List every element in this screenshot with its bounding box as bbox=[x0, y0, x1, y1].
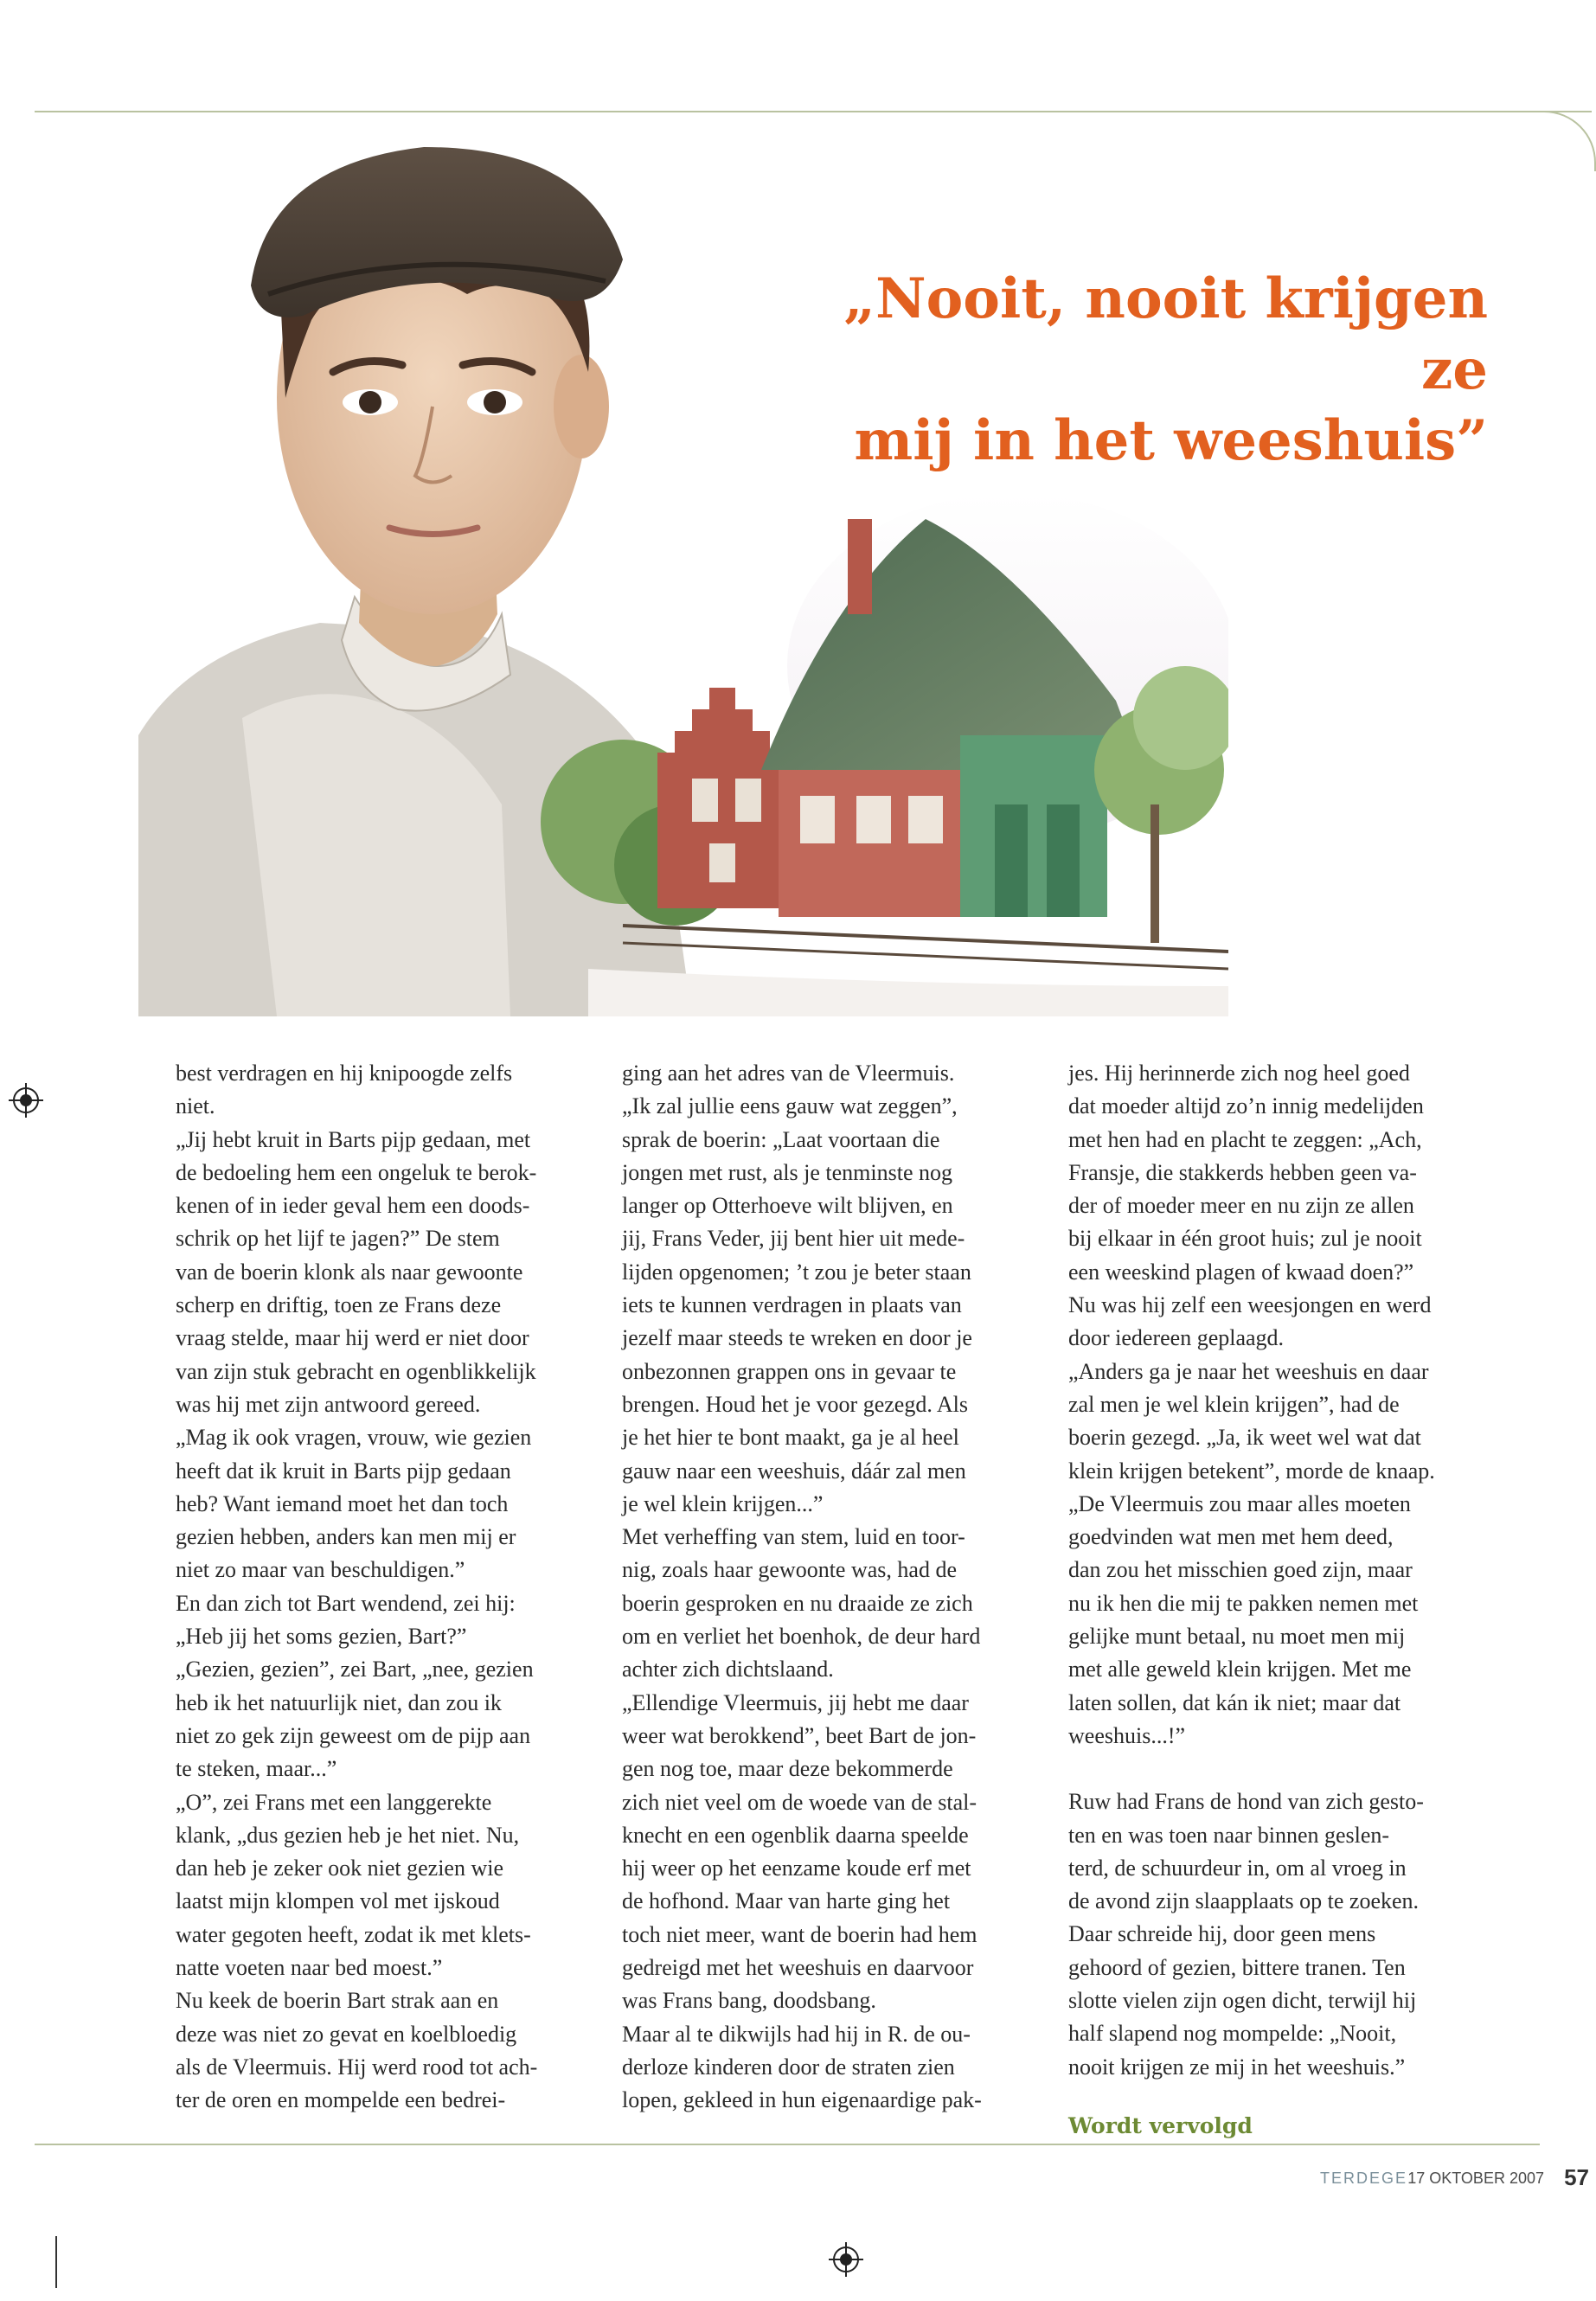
column-2-text: ging aan het adres van de Vleermuis. „Ik zal jullie eens gauw wat zeggen”, sprak de boerin: „Laat voortaan die jongen met rust, als je tenminste nog langer op Otterhoeve wilt blijven, en jij, Frans Veder, jij bent hier uit mede- lijden opgenomen; ’t zou je beter staan iets te kunnen verdragen in plaats van jezelf maar steeds te wreken en door je onbezonnen grappen ons in gevaar te brengen. Houd het je voor gezegd. Als je het hier te bont maakt, ga je al heel gauw naar een weeshuis, dáár zal men je wel klein krijgen...” Met verheffing van stem, luid en toor- nig, zoals haar gewoonte was, had de boerin gesproken en nu draaide ze zich om en verliet het boenhok, de deur hard achter zich dichtslaand. „Ellendige Vleermuis, jij hebt me daar weer wat berokkend”, beet Bart de jon- gen nog toe, maar deze bekommerde zich niet veel om de woede van de stal- knecht en een ogenblik daarna speelde hij weer op het eenzame koude erf met de hofhond. Maar van harte ging het toch niet meer, want de boerin had hem gedreigd met het weeshuis en daarvoor was Frans bang, doodsbang. Maar al te dikwijls had hij in R. de ou- derloze kinderen door de straten zien lopen, gekleed in hun eigenaardige pak- bbox=[622, 1061, 982, 2113]
registration-mark-icon bbox=[9, 1083, 43, 1118]
footer-date: 17 OKTOBER 2007 bbox=[1407, 2170, 1544, 2187]
column-3-text-a: jes. Hij herinnerde zich nog heel goed dat moeder altijd zo’n innig medelijden met hen had en placht te zeggen: „Ach, Fransje, die stakkerds hebben geen va- der of moeder meer en nu zijn ze allen bij elkaar in één groot huis; zul je nooit een weeskind plagen of kwaad doen?” Nu was hij zelf een weesjongen en werd door iedereen geplaagd. „Anders ga je naar het weeshuis en daar zal men je wel klein krijgen”, had de boerin gezegd. „Ja, ik weet wel wat dat klein krijgen betekent”, morde de knaap. „De Vleermuis zou maar alles moeten goedvinden wat men met hem deed, dan zou het misschien goed zijn, maar nu ik hen die mij te pakken nemen met gelijke munt betaal, nu moet men mij met alle geweld klein krijgen. Met me laten sollen, dat kán ik niet; maar dat weeshuis...!” bbox=[1068, 1061, 1435, 1748]
continued-label: Wordt vervolgd bbox=[1068, 2112, 1253, 2138]
column-3-text-b: Ruw had Frans de hond van zich gesto- ten en was toen naar binnen geslen- terd, de schuurdeur in, om al vroeg in de avond zijn slaapplaats op te zoeken. Daar schreide hij, door geen mens gehoord of gezien, bittere tranen. Ten slotte vielen zijn ogen dicht, terwijl hij half slapend nog mompelde: „Nooit, nooit krijgen ze mij in het weeshuis.” bbox=[1068, 1789, 1424, 2080]
headline-line-1: „Nooit, nooit krijgen ze bbox=[843, 266, 1488, 402]
article-headline bbox=[761, 264, 1488, 477]
illustration bbox=[138, 112, 1228, 1016]
article-column-1 bbox=[176, 1057, 599, 2118]
paragraph-gap bbox=[1068, 1753, 1492, 1785]
headline-line-2: mij in het weeshuis” bbox=[854, 408, 1488, 473]
footer-magazine-name: TERDEGE bbox=[1319, 2170, 1407, 2187]
column-1-text: best verdragen en hij knipoogde zelfs niet. „Jij hebt kruit in Barts pijp gedaan, met de bedoeling hem een ongeluk te berok- kenen of in ieder geval hem een doods- schrik op het lijf te jagen?” De stem van de boerin klonk als naar gewoonte scherp en driftig, toen ze Frans deze vraag stelde, maar hij werd er niet door van zijn stuk gebracht en ogenblikkelijk was hij met zijn antwoord gereed. „Mag ik ook vragen, vrouw, wie gezien heeft dat ik kruit in Barts pijp gedaan heb? Want iemand moet het dan toch gezien hebben, anders kan men mij er niet zo maar van beschuldigen.” En dan zich tot Bart wendend, zei hij: „Heb jij het soms gezien, Bart?” „Gezien, gezien”, zei Bart, „nee, gezien heb ik het natuurlijk niet, dan zou ik niet zo gek zijn geweest om de pijp aan te steken, maar...” „O”, zei Frans met een langgerekte klank, „dus gezien heb je het niet. Nu, dan heb je zeker ook niet gezien wie laatst mijn klompen vol met ijskoud water gegoten heeft, zodat ik met klets- natte voeten naar bed moest.” Nu keek de boerin Bart strak aan en deze was niet zo gevat en koelbloedig als de Vleermuis. Hij werd rood tot ach- ter de oren en mompelde een bedrei- bbox=[176, 1061, 538, 2113]
article-column-3 bbox=[1068, 1057, 1492, 2143]
bottom-rule bbox=[35, 2144, 1540, 2145]
page-footer bbox=[1077, 2163, 1596, 2197]
article-column-2 bbox=[622, 1057, 1046, 2118]
crop-mark bbox=[55, 2236, 57, 2288]
registration-mark-icon bbox=[829, 2242, 863, 2277]
top-border-corner bbox=[1535, 111, 1596, 171]
page-number: 57 bbox=[1564, 2164, 1589, 2190]
